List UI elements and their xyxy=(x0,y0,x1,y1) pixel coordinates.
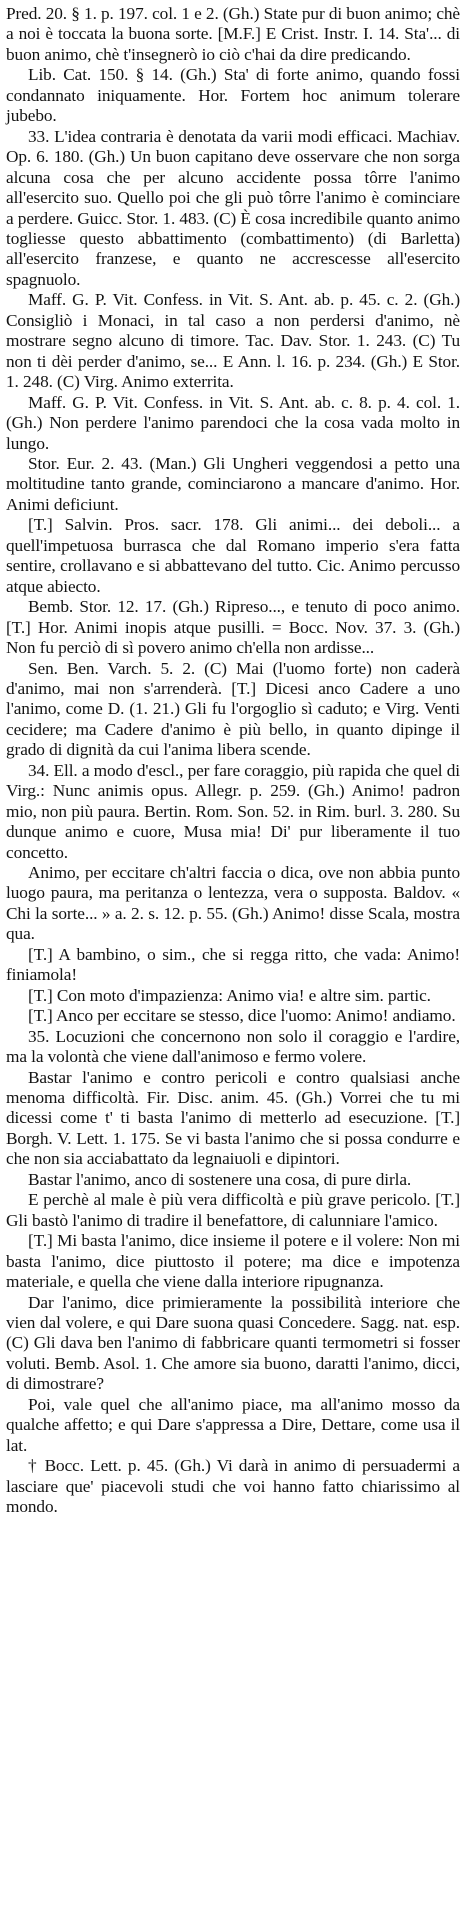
entry-paragraph: Dar l'animo, dice primieramente la possibilità interiore che vien dal volere, e qui Dare suona quasi Concedere. Sagg. nat. esp. (C) Gli dava ben l'animo di fabbricare quanti termometri si fosser voluti. Bemb. Asol. 1. Che amore sia buono, daratti l'animo, dicci, di dimostrare? xyxy=(6,1292,460,1394)
entry-paragraph: 34. Ell. a modo d'escl., per fare coraggio, più rapida che quel di Virg.: Nunc animis opus. Allegr. p. 259. (Gh.) Animo! padron mio, non più paura. Bertin. Rom. Son. 52. in Rim. burl. 3. 280. Su dunque animo e cuore, Musa mia! Di' pur liberamente il tuo concetto. xyxy=(6,760,460,862)
entry-paragraph: [T.] Anco per eccitare se stesso, dice l'uomo: Animo! andiamo. xyxy=(28,1006,456,1026)
entry-paragraph: 33. L'idea contraria è denotata da varii modi efficaci. Machiav. Op. 6. 180. (Gh.) Un buon capitano deve osservare che non sorga alcuna cosa che per alcuno accidente possa tôrre l'animo all'esercito suo. Quello poi che gli può tôrre l'animo è cominciare a perdere. Guicc. Stor. 1. 483. (C) È cosa incredibile quanto animo togliesse questo abbattimento (combattimento) (di Barletta) all'esercito franzese, e quanto ne accrescesse all'esercito spagnuolo. xyxy=(6,126,460,289)
entry-paragraph: Bastar l'animo e contro pericoli e contro qualsiasi anche menoma difficoltà. Fir. Disc. anim. 45. (Gh.) Vorrei che tu mi dicessi come t' ti basta l'animo di metterlo ad esecuzione. [T.] Borgh. V. Lett. 1. 175. Se vi basta l'animo che si possa condurre e che non sia acciabattato da legnaiuoli e dipintori. xyxy=(6,1067,460,1169)
entry-paragraph: [T.] Salvin. Pros. sacr. 178. Gli animi... dei deboli... a quell'impetuosa burrasca che dal Romano imperio s'era fatta sentire, crollavano e si abbattevano del tutto. Cic. Animo percusso atque abiecto. xyxy=(6,515,460,596)
entry-paragraph: [T.] Con moto d'impazienza: Animo via! e altre sim. partic. xyxy=(28,985,431,1005)
entry-paragraph: [T.] A bambino, o sim., che si regga ritto, che vada: Animo! finiamola! xyxy=(6,944,460,985)
entry-paragraph: [T.] Mi basta l'animo, dice insieme il potere e il volere: Non mi basta l'animo, dice piuttosto il potere; ma dice e impotenza materiale, e quella che viene dalla interiore ripugnanza. xyxy=(6,1231,460,1292)
entry-paragraph: Animo, per eccitare ch'altri faccia o dica, ove non abbia punto luogo paura, ma peritanza o lentezza, vera o supposta. Baldov. « Chi la sorte... » a. 2. s. 12. p. 55. (Gh.) Animo! disse Scala, mostra qua. xyxy=(6,863,460,944)
entry-paragraph: Pred. 20. § 1. p. 197. col. 1 e 2. (Gh.) State pur di buon animo; chè a noi è toccata la buona sorte. [M.F.] E Crist. Instr. I. 14. Sta'... di buon animo, chè t'insegnerò io ciò c'hai da dire predicando. xyxy=(6,4,460,64)
entry-paragraph: Poi, vale quel che all'animo piace, ma all'animo mosso da qualche affetto; e qui Dare s'appressa a Dire, Dettare, come usa il lat. xyxy=(6,1394,460,1455)
entry-paragraph: E perchè al male è più vera difficoltà e più grave pericolo. [T.] Gli bastò l'animo di tradire il benefattore, di calunniare l'amico. xyxy=(6,1190,460,1230)
entry-paragraph: Maff. G. P. Vit. Confess. in Vit. S. Ant. ab. c. 8. p. 4. col. 1. (Gh.) Non perdere l'animo parendoci che la cosa vada molto in lungo. xyxy=(6,392,460,453)
entry-paragraph: Sen. Ben. Varch. 5. 2. (C) Mai (l'uomo forte) non caderà d'animo, mai non s'arrenderà. [T.] Dicesi anco Cadere a uno l'animo, come D. (1. 21.) Gli fu l'orgoglio sì caduto; e Virg. Venti cecidere; ma Cadere d'animo è più bello, in quanto dipinge il grado di dignità da cui l'anima libera scende. xyxy=(6,658,460,760)
entry-paragraph: Maff. G. P. Vit. Confess. in Vit. S. Ant. ab. p. 45. c. 2. (Gh.) Consigliò i Monaci, in tal caso a non perdersi d'animo, nè mostrare segno alcuno di timore. Tac. Dav. Stor. 1. 243. (C) Tu non ti dèi perder d'animo, se... E Ann. l. 16. p. 234. (Gh.) E Stor. 1. 248. (C) Virg. Animo exterrita. xyxy=(6,290,460,392)
entry-paragraph: Bemb. Stor. 12. 17. (Gh.) Ripreso..., e tenuto di poco animo. [T.] Hor. Animi inopis atque pusilli. = Bocc. Nov. 37. 3. (Gh.) Non fu perciò di sì povero animo ch'ella non ardisse... xyxy=(6,597,460,658)
entry-paragraph: Bastar l'animo, anco di sostenere una cosa, di pure dirla. xyxy=(28,1169,412,1189)
entry-paragraph: Stor. Eur. 2. 43. (Man.) Gli Ungheri veggendosi a petto una moltitudine tanto grande, cominciarono a mancare d'animo. Hor. Animi deficiunt. xyxy=(6,453,460,514)
entry-paragraph: † Bocc. Lett. p. 45. (Gh.) Vi darà in animo di persuadermi a lasciare que' piacevoli studi che voi hanno fatto chiarissimo al mondo. xyxy=(6,1456,460,1517)
entry-paragraph: 35. Locuzioni che concernono non solo il coraggio e l'ardire, ma la volontà che viene dall'animoso e fermo volere. xyxy=(6,1026,460,1067)
entry-paragraph: Lib. Cat. 150. § 14. (Gh.) Sta' di forte animo, quando fossi condannato iniquamente. Hor. Fortem hoc animum tolerare jubebo. xyxy=(6,65,460,126)
